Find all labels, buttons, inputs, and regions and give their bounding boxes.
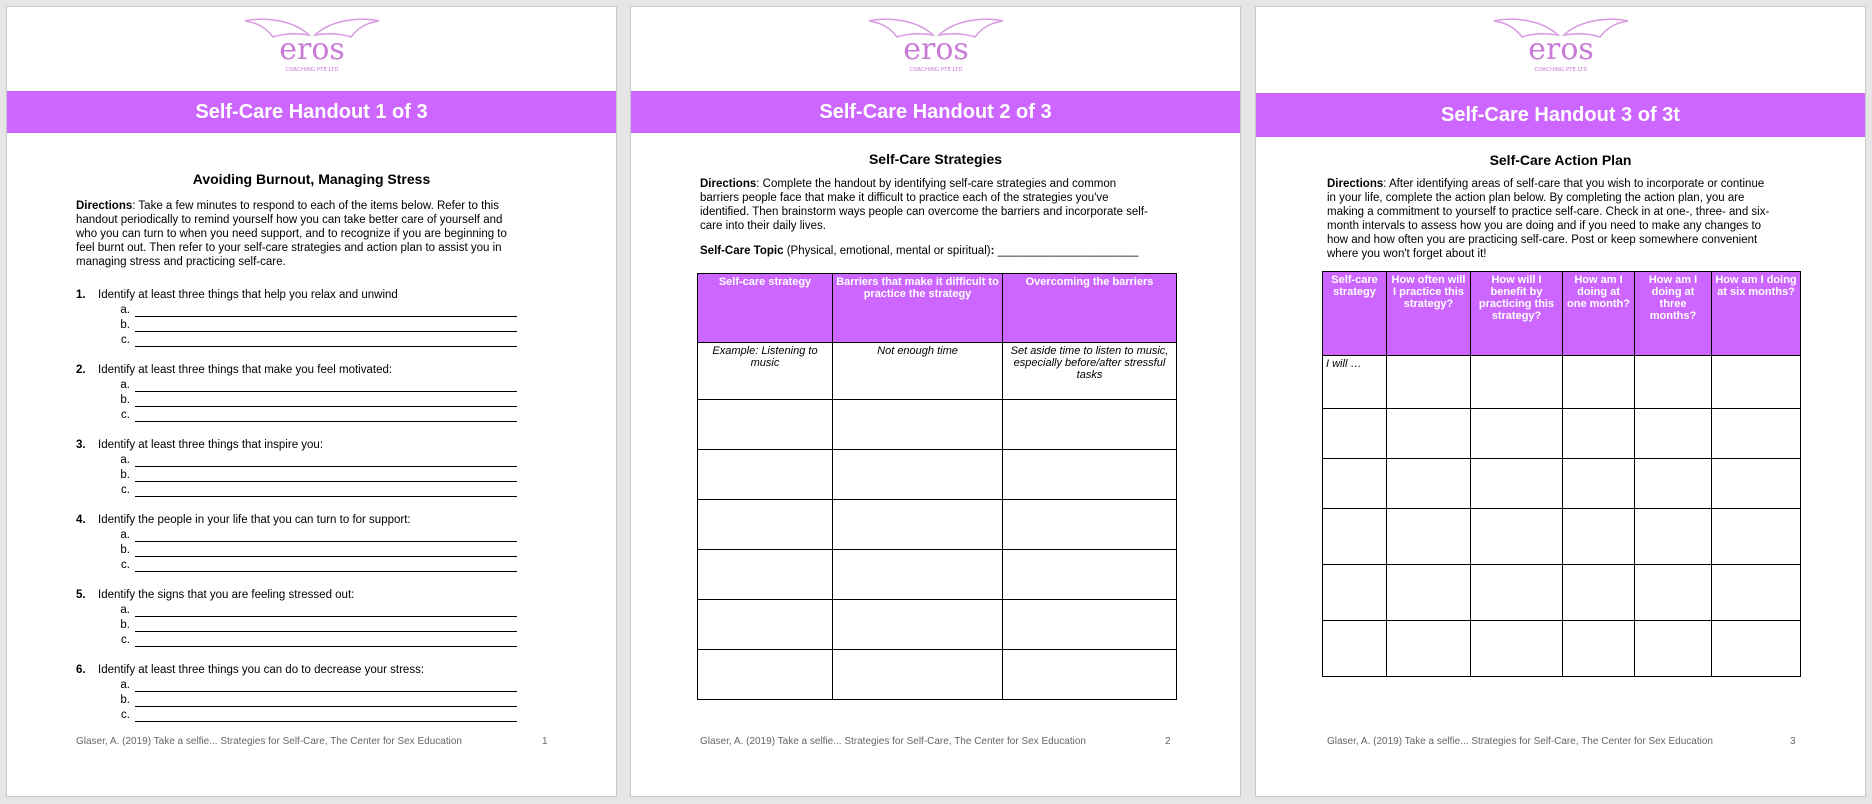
answer-rule[interactable] [135, 646, 517, 647]
table-cell[interactable] [1323, 409, 1387, 459]
table-cell[interactable] [698, 450, 833, 500]
answer-rule[interactable] [135, 331, 517, 332]
table-cell[interactable] [1471, 409, 1563, 459]
table-cell[interactable] [1003, 450, 1177, 500]
table-cell[interactable] [1387, 621, 1471, 677]
eros-logo [7, 15, 616, 85]
answer-rule[interactable] [135, 706, 517, 707]
answer-label: a. [120, 379, 130, 391]
answer-label: c. [121, 409, 130, 421]
strategies-table [697, 273, 1177, 700]
answer-line[interactable] [112, 709, 517, 723]
header-how-often: How often will I practice this strategy? [1387, 272, 1471, 356]
table-cell[interactable] [1323, 459, 1387, 509]
table-cell[interactable] [1387, 356, 1471, 409]
table-cell[interactable] [1563, 565, 1635, 621]
table-cell[interactable] [833, 650, 1003, 700]
answer-rule[interactable] [135, 556, 517, 557]
table-cell[interactable] [1003, 400, 1177, 450]
answer-line[interactable] [112, 604, 517, 618]
table-cell[interactable] [698, 400, 833, 450]
answer-line[interactable] [112, 469, 517, 483]
page-banner: Self-Care Handout 2 of 3 [631, 91, 1240, 133]
answer-rule[interactable] [135, 496, 517, 497]
header-three-months: How am I doing at three months? [1635, 272, 1712, 356]
table-cell[interactable] [833, 450, 1003, 500]
answer-rule[interactable] [135, 391, 517, 392]
answer-line[interactable] [112, 559, 517, 573]
table-cell[interactable] [1635, 409, 1712, 459]
action-plan-table [1322, 271, 1801, 677]
footer-citation: Glaser, A. (2019) Take a selfie... Strategies for Self-Care, The Center for Sex Education [700, 736, 1086, 747]
table-cell[interactable] [1712, 409, 1801, 459]
example-barrier: Not enough time [833, 343, 1003, 400]
table-cell[interactable] [1387, 459, 1471, 509]
example-overcoming: Set aside time to listen to music, especially before/after stressful tasks [1003, 343, 1177, 400]
header-strategy: Self-care strategy [1323, 272, 1387, 356]
question-5 [76, 589, 354, 601]
question-text: Identify at least three things that inspire you: [98, 439, 324, 451]
answer-rule[interactable] [135, 616, 517, 617]
table-cell[interactable] [1712, 356, 1801, 409]
page-heading: Self-Care Action Plan [1489, 152, 1632, 168]
topic-blank[interactable]: ______________________ [997, 245, 1139, 257]
table-cell[interactable] [1471, 459, 1563, 509]
answer-rule[interactable] [135, 481, 517, 482]
i-will-cell[interactable]: I will … [1323, 356, 1387, 409]
table-cell[interactable] [1635, 356, 1712, 409]
svg-text:COACHING PTE LTD: COACHING PTE LTD [1533, 67, 1588, 73]
table-cell[interactable] [698, 500, 833, 550]
directions: Directions: Complete the handout by identifying self-care strategies and common barriers people face that make it difficult to practice each of the strategies you've identified. Then brainstorm ways people can overcome the barriers and incorporate self- care into their daily lives. [700, 178, 1148, 232]
answer-rule[interactable] [135, 721, 517, 722]
question-number: 4. [76, 514, 86, 526]
answer-line[interactable] [112, 334, 517, 348]
self-care-topic: Self-Care Topic (Physical, emotional, mental or spiritual): ______________________ [700, 245, 1139, 257]
svg-text:COACHING PTE LTD: COACHING PTE LTD [284, 67, 339, 73]
footer-citation: Glaser, A. (2019) Take a selfie... Strategies for Self-Care, The Center for Sex Education [1327, 736, 1713, 747]
table-cell[interactable] [1471, 509, 1563, 565]
header-benefit: How will I benefit by practicing this strategy? [1471, 272, 1563, 356]
answer-rule[interactable] [135, 316, 517, 317]
question-4 [76, 514, 411, 526]
page-heading: Avoiding Burnout, Managing Stress [192, 171, 431, 187]
example-strategy: Example: Listening to music [698, 343, 833, 400]
page-heading: Self-Care Strategies [868, 151, 1003, 167]
wings-logo-icon [861, 15, 1011, 77]
answer-rule[interactable] [135, 571, 517, 572]
table-cell[interactable] [1003, 600, 1177, 650]
answer-line[interactable] [112, 544, 517, 558]
svg-text:eros: eros [1527, 32, 1594, 67]
table-cell[interactable] [1563, 621, 1635, 677]
answer-line[interactable] [112, 394, 517, 408]
question-number: 6. [76, 664, 86, 676]
svg-text:COACHING PTE LTD: COACHING PTE LTD [908, 67, 963, 73]
answer-label: b. [120, 319, 130, 331]
answer-label: c. [121, 334, 130, 346]
table-cell[interactable] [1003, 500, 1177, 550]
table-cell[interactable] [1387, 565, 1471, 621]
table-cell[interactable] [1712, 621, 1801, 677]
table-cell[interactable] [698, 600, 833, 650]
answer-rule[interactable] [135, 406, 517, 407]
table-cell[interactable] [1471, 356, 1563, 409]
handout-page-1 [6, 6, 617, 797]
page-number: 3 [1790, 736, 1796, 747]
table-cell[interactable] [1712, 509, 1801, 565]
table-cell[interactable] [1563, 409, 1635, 459]
table-cell[interactable] [1471, 565, 1563, 621]
table-cell[interactable] [1712, 565, 1801, 621]
answer-line[interactable] [112, 379, 517, 393]
table-cell[interactable] [1635, 509, 1712, 565]
answer-label: b. [120, 394, 130, 406]
table-cell[interactable] [1635, 459, 1712, 509]
question-text: Identify at least three things you can do to decrease your stress: [98, 664, 425, 676]
question-text: Identify at least three things that make you feel motivated: [98, 364, 393, 376]
eros-logo [1256, 15, 1865, 85]
svg-text:eros: eros [902, 32, 969, 67]
answer-label: c. [121, 634, 130, 646]
table-cell[interactable] [1323, 565, 1387, 621]
table-cell[interactable] [698, 550, 833, 600]
table-cell[interactable] [1563, 509, 1635, 565]
answer-rule[interactable] [135, 691, 517, 692]
answer-label: b. [120, 469, 130, 481]
question-1 [76, 289, 398, 301]
question-text: Identify at least three things that help you relax and unwind [98, 289, 398, 301]
table-cell[interactable] [833, 400, 1003, 450]
answer-rule[interactable] [135, 466, 517, 467]
answer-label: c. [121, 484, 130, 496]
question-text: Identify the signs that you are feeling stressed out: [98, 589, 355, 601]
answer-line[interactable] [112, 484, 517, 498]
directions: Directions: After identifying areas of self-care that you wish to incorporate or continue in your life, complete the action plan below. By completing the action plan, you are making a commitment to yourself to practice self-care. Check in at one-, three- and six- month intervals to assess how you are doing and if you need to make any changes to how and how often you are practicing self-care. Post or keep somewhere convenient where you won't forget about it! [1327, 178, 1770, 260]
table-cell[interactable] [1635, 621, 1712, 677]
answer-line[interactable] [112, 679, 517, 693]
answer-line[interactable] [112, 454, 517, 468]
header-six-months: How am I doing at six months? [1712, 272, 1801, 356]
header-one-month: How am I doing at one month? [1563, 272, 1635, 356]
table-cell[interactable] [1003, 550, 1177, 600]
question-2 [76, 364, 392, 376]
table-cell[interactable] [1635, 565, 1712, 621]
answer-label: a. [120, 529, 130, 541]
answer-label: a. [120, 454, 130, 466]
answer-rule[interactable] [135, 346, 517, 347]
table-cell[interactable] [833, 500, 1003, 550]
page-banner: Self-Care Handout 3 of 3t [1256, 93, 1865, 137]
wings-logo-icon [237, 15, 387, 77]
page-number: 1 [542, 736, 548, 747]
directions: Directions: Take a few minutes to respond to each of the items below. Refer to this handout periodically to remind yourself how you can take better care of yourself and who you can turn to when you need support, and to recognize if you are beginning to feel burnt out. Then refer to your self-care strategies and action plan to assist you in managing stress and practicing self-care. [76, 200, 507, 268]
answer-label: a. [120, 304, 130, 316]
question-6 [76, 664, 424, 676]
answer-rule[interactable] [135, 631, 517, 632]
answer-line[interactable] [112, 694, 517, 708]
wings-logo-icon [1486, 15, 1636, 77]
handout-page-3 [1255, 6, 1866, 797]
question-3 [76, 439, 323, 451]
answer-line[interactable] [112, 304, 517, 318]
answer-line[interactable] [112, 529, 517, 543]
table-cell[interactable] [833, 600, 1003, 650]
eros-logo [631, 15, 1240, 85]
question-number: 2. [76, 364, 86, 376]
footer-citation: Glaser, A. (2019) Take a selfie... Strategies for Self-Care, The Center for Sex Education [76, 736, 462, 747]
answer-rule[interactable] [135, 421, 517, 422]
answer-label: c. [121, 709, 130, 721]
page-number: 2 [1165, 736, 1171, 747]
answer-label: b. [120, 619, 130, 631]
answer-line[interactable] [112, 619, 517, 633]
answer-label: b. [120, 544, 130, 556]
answer-rule[interactable] [135, 541, 517, 542]
question-number: 5. [76, 589, 86, 601]
answer-label: b. [120, 694, 130, 706]
table-cell[interactable] [1003, 650, 1177, 700]
answer-line[interactable] [112, 409, 517, 423]
page-banner: Self-Care Handout 1 of 3 [7, 91, 616, 133]
table-cell[interactable] [1323, 621, 1387, 677]
header-strategy: Self-care strategy [698, 274, 833, 343]
header-overcoming: Overcoming the barriers [1003, 274, 1177, 343]
header-barriers: Barriers that make it difficult to practice the strategy [833, 274, 1003, 343]
table-cell[interactable] [833, 550, 1003, 600]
answer-label: a. [120, 604, 130, 616]
answer-line[interactable] [112, 634, 517, 648]
handout-page-2 [630, 6, 1241, 797]
table-cell[interactable] [1387, 409, 1471, 459]
answer-label: a. [120, 679, 130, 691]
table-cell[interactable] [1471, 621, 1563, 677]
table-cell[interactable] [1563, 356, 1635, 409]
table-cell[interactable] [1323, 509, 1387, 565]
answer-line[interactable] [112, 319, 517, 333]
table-cell[interactable] [1712, 459, 1801, 509]
table-cell[interactable] [1387, 509, 1471, 565]
question-text: Identify the people in your life that you can turn to for support: [98, 514, 411, 526]
svg-text:eros: eros [278, 32, 345, 67]
table-cell[interactable] [698, 650, 833, 700]
question-number: 3. [76, 439, 86, 451]
answer-label: c. [121, 559, 130, 571]
question-number: 1. [76, 289, 86, 301]
table-cell[interactable] [1563, 459, 1635, 509]
